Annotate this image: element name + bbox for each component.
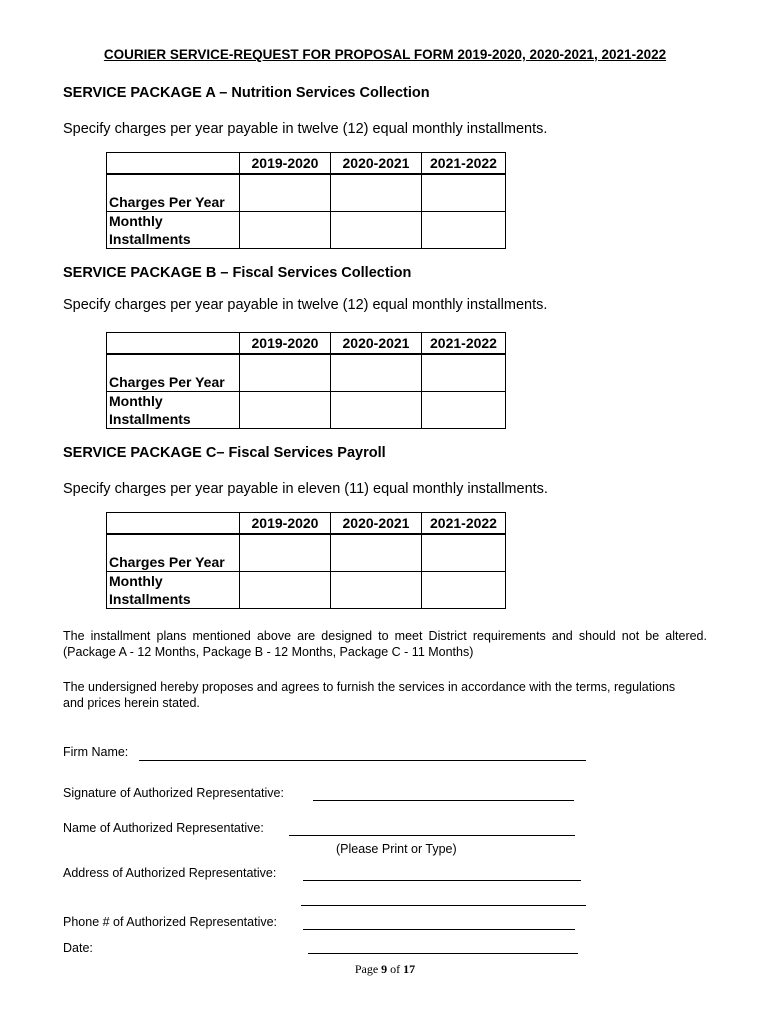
date-line[interactable] (308, 953, 578, 954)
page-word: Page (354, 962, 379, 976)
row-label-monthly: Monthly Installments (107, 572, 240, 609)
charges-input-cell[interactable] (331, 174, 422, 212)
monthly-input-cell[interactable] (331, 392, 422, 429)
of-word: of (390, 962, 401, 976)
signature-label: Signature of Authorized Representative: (63, 786, 284, 800)
firm-name-line[interactable] (139, 760, 586, 761)
package-c-heading: SERVICE PACKAGE C– Fiscal Services Payroll (63, 445, 386, 461)
print-hint: (Please Print or Type) (336, 842, 457, 856)
monthly-input-cell[interactable] (240, 212, 331, 249)
charges-input-cell[interactable] (331, 354, 422, 392)
table-row (107, 392, 506, 429)
monthly-input-cell[interactable] (331, 572, 422, 609)
year-header: 2019-2020 (240, 333, 331, 355)
header-blank-cell (107, 333, 240, 355)
year-header: 2021-2022 (422, 513, 506, 535)
row-label-charges: Charges Per Year (107, 354, 240, 392)
table-row (107, 354, 506, 392)
table-header-row (107, 513, 506, 535)
package-a-heading: SERVICE PACKAGE A – Nutrition Services Collection (63, 85, 430, 101)
year-header: 2020-2021 (331, 153, 422, 175)
monthly-input-cell[interactable] (240, 392, 331, 429)
charges-input-cell[interactable] (240, 534, 331, 572)
row-label-monthly: Monthly Installments (107, 212, 240, 249)
page-total: 17 (403, 962, 416, 976)
address-label: Address of Authorized Representative: (63, 866, 277, 880)
year-header: 2019-2020 (240, 153, 331, 175)
page-number: 9 (381, 962, 388, 976)
year-header: 2020-2021 (331, 513, 422, 535)
installment-note: The installment plans mentioned above are designed to meet District requirements and should not be altered. (Package A - 12 Months, Package B - 12 Months, Package C - 11 Months) (63, 629, 707, 659)
charges-input-cell[interactable] (422, 354, 506, 392)
package-c-table (106, 512, 506, 609)
phone-label: Phone # of Authorized Representative: (63, 915, 278, 929)
page-footer (0, 962, 770, 977)
table-header-row (107, 153, 506, 175)
package-a-table (106, 152, 506, 249)
proposal-statement: The undersigned hereby proposes and agrees to furnish the services in accordance with the terms, regulations and prices herein stated. (63, 680, 676, 710)
monthly-input-cell[interactable] (422, 212, 506, 249)
package-b-heading: SERVICE PACKAGE B – Fiscal Services Collection (63, 265, 412, 281)
row-label-monthly: Monthly Installments (107, 392, 240, 429)
date-label: Date: (63, 941, 93, 955)
address-line-2[interactable] (301, 905, 586, 906)
table-row (107, 572, 506, 609)
year-header: 2021-2022 (422, 153, 506, 175)
header-blank-cell (107, 153, 240, 175)
table-row (107, 212, 506, 249)
charges-input-cell[interactable] (240, 174, 331, 212)
row-label-charges: Charges Per Year (107, 174, 240, 212)
package-a-instruction: Specify charges per year payable in twelve (12) equal monthly installments. (63, 121, 548, 137)
year-header: 2020-2021 (331, 333, 422, 355)
phone-line[interactable] (303, 929, 575, 930)
row-label-charges: Charges Per Year (107, 534, 240, 572)
form-title: COURIER SERVICE-REQUEST FOR PROPOSAL FORM 2019-2020, 2020-2021, 2021-2022 (103, 47, 667, 62)
package-b-table (106, 332, 506, 429)
firm-name-label: Firm Name: (63, 745, 129, 759)
table-row (107, 534, 506, 572)
charges-input-cell[interactable] (422, 534, 506, 572)
year-header: 2019-2020 (240, 513, 331, 535)
monthly-input-cell[interactable] (331, 212, 422, 249)
table-header-row (107, 333, 506, 355)
package-b-instruction: Specify charges per year payable in twelve (12) equal monthly installments. (63, 297, 548, 313)
charges-input-cell[interactable] (422, 174, 506, 212)
signature-line[interactable] (313, 800, 574, 801)
charges-input-cell[interactable] (240, 354, 331, 392)
year-header: 2021-2022 (422, 333, 506, 355)
rep-name-label: Name of Authorized Representative: (63, 821, 264, 835)
rep-name-line[interactable] (289, 835, 575, 836)
table-row (107, 174, 506, 212)
address-line-1[interactable] (303, 880, 581, 881)
monthly-input-cell[interactable] (240, 572, 331, 609)
monthly-input-cell[interactable] (422, 572, 506, 609)
header-blank-cell (107, 513, 240, 535)
charges-input-cell[interactable] (331, 534, 422, 572)
monthly-input-cell[interactable] (422, 392, 506, 429)
package-c-instruction: Specify charges per year payable in eleven (11) equal monthly installments. (63, 481, 548, 497)
